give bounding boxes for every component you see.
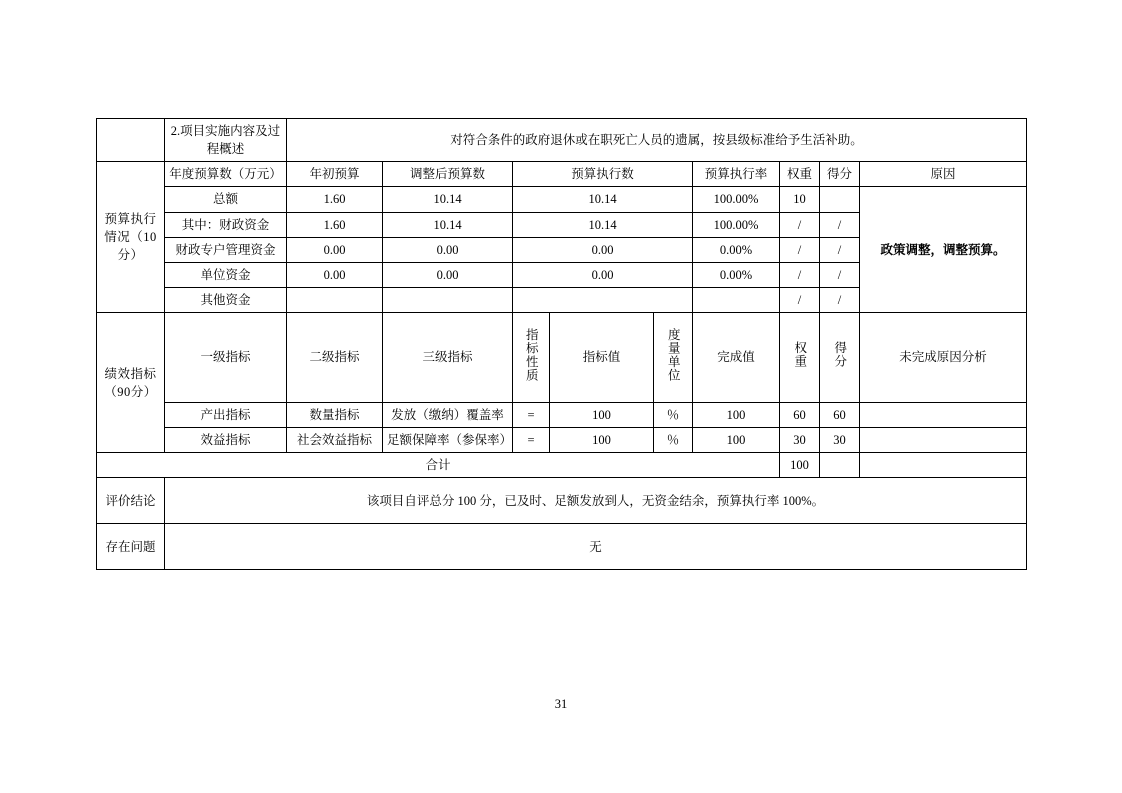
budget-item-name: 总额 bbox=[165, 187, 287, 212]
budget-item-score: / bbox=[820, 262, 860, 287]
total-label: 合计 bbox=[97, 453, 780, 478]
header-year-budget: 年度预算数（万元） bbox=[165, 162, 287, 187]
table-row-project-content bbox=[97, 119, 1027, 162]
header-budget-reason: 原因 bbox=[860, 162, 1027, 187]
indicator-level3: 发放（缴纳）覆盖率 bbox=[383, 403, 513, 428]
budget-item-name: 其他资金 bbox=[165, 287, 287, 312]
header-budget-score: 得分 bbox=[820, 162, 860, 187]
table-row bbox=[97, 403, 1027, 428]
budget-item-adjusted: 0.00 bbox=[383, 262, 513, 287]
header-indicator-nature bbox=[513, 313, 550, 403]
project-content-label: 2.项目实施内容及过程概述 bbox=[165, 119, 287, 162]
budget-item-name: 单位资金 bbox=[165, 262, 287, 287]
header-executed-budget: 预算执行数 bbox=[513, 162, 693, 187]
indicator-value: 100 bbox=[550, 428, 654, 453]
header-performance-score bbox=[820, 313, 860, 403]
evaluation-table bbox=[96, 118, 1027, 570]
table-row-budget-header bbox=[97, 162, 1027, 187]
header-performance-weight-text: 权重 bbox=[792, 341, 807, 369]
indicator-level1: 效益指标 bbox=[165, 428, 287, 453]
budget-item-adjusted: 0.00 bbox=[383, 237, 513, 262]
budget-item-weight: / bbox=[780, 287, 820, 312]
budget-item-rate: 100.00% bbox=[693, 187, 780, 212]
total-weight: 100 bbox=[780, 453, 820, 478]
indicator-nature: = bbox=[513, 403, 550, 428]
performance-section-label bbox=[97, 313, 165, 453]
budget-item-rate bbox=[693, 287, 780, 312]
indicator-analysis bbox=[860, 428, 1027, 453]
header-execution-rate: 预算执行率 bbox=[693, 162, 780, 187]
indicator-score: 30 bbox=[820, 428, 860, 453]
cell-empty-left bbox=[97, 119, 165, 162]
budget-item-name: 其中：财政资金 bbox=[165, 212, 287, 237]
budget-item-initial: 1.60 bbox=[287, 212, 383, 237]
indicator-weight: 30 bbox=[780, 428, 820, 453]
budget-section-label bbox=[97, 162, 165, 313]
header-indicator-value: 指标值 bbox=[550, 313, 654, 403]
indicator-score: 60 bbox=[820, 403, 860, 428]
table-row bbox=[97, 187, 1027, 212]
budget-reason-value: 政策调整，调整预算。 bbox=[860, 187, 1027, 313]
budget-item-executed: 0.00 bbox=[513, 237, 693, 262]
header-indicator-unit-text: 度量单位 bbox=[666, 327, 681, 382]
header-level3-indicator: 三级指标 bbox=[383, 313, 513, 403]
budget-item-rate: 0.00% bbox=[693, 237, 780, 262]
indicator-unit: ％ bbox=[654, 428, 693, 453]
indicator-level3: 足额保障率（参保率） bbox=[383, 428, 513, 453]
page-number: 31 bbox=[554, 697, 568, 711]
header-initial-budget: 年初预算 bbox=[287, 162, 383, 187]
budget-item-adjusted: 10.14 bbox=[383, 187, 513, 212]
budget-section-label-text: 预算执行情况（10分） bbox=[104, 211, 157, 263]
header-uncompleted-analysis: 未完成原因分析 bbox=[860, 313, 1027, 403]
performance-section-label-text: 绩效指标（90分） bbox=[104, 366, 157, 399]
total-score bbox=[820, 453, 860, 478]
budget-item-weight: / bbox=[780, 212, 820, 237]
header-adjusted-budget: 调整后预算数 bbox=[383, 162, 513, 187]
budget-item-initial: 1.60 bbox=[287, 187, 383, 212]
conclusion-content: 该项目自评总分 100 分，已及时、足额发放到人，无资金结余，预算执行率 100%。 bbox=[165, 478, 1027, 524]
header-indicator-nature-text: 指标性质 bbox=[524, 327, 539, 382]
budget-item-name: 财政专户管理资金 bbox=[165, 237, 287, 262]
budget-item-executed bbox=[513, 287, 693, 312]
budget-item-weight: / bbox=[780, 262, 820, 287]
budget-item-weight: / bbox=[780, 237, 820, 262]
header-level2-indicator: 二级指标 bbox=[287, 313, 383, 403]
table-row-conclusion bbox=[97, 478, 1027, 524]
total-analysis bbox=[860, 453, 1027, 478]
indicator-unit: ％ bbox=[654, 403, 693, 428]
budget-item-rate: 0.00% bbox=[693, 262, 780, 287]
evaluation-table-wrapper bbox=[96, 118, 1026, 570]
budget-item-score: / bbox=[820, 287, 860, 312]
indicator-weight: 60 bbox=[780, 403, 820, 428]
indicator-level2: 数量指标 bbox=[287, 403, 383, 428]
budget-item-rate: 100.00% bbox=[693, 212, 780, 237]
header-completed-value: 完成值 bbox=[693, 313, 780, 403]
budget-item-executed: 0.00 bbox=[513, 262, 693, 287]
problems-content: 无 bbox=[165, 524, 1027, 570]
budget-item-initial: 0.00 bbox=[287, 262, 383, 287]
table-row-problems bbox=[97, 524, 1027, 570]
table-row-total bbox=[97, 453, 1027, 478]
header-performance-weight bbox=[780, 313, 820, 403]
indicator-level2: 社会效益指标 bbox=[287, 428, 383, 453]
header-performance-score-text: 得分 bbox=[832, 341, 847, 369]
table-row bbox=[97, 428, 1027, 453]
indicator-level1: 产出指标 bbox=[165, 403, 287, 428]
indicator-completed: 100 bbox=[693, 403, 780, 428]
budget-item-adjusted bbox=[383, 287, 513, 312]
budget-item-initial: 0.00 bbox=[287, 237, 383, 262]
problems-label: 存在问题 bbox=[97, 524, 165, 570]
header-level1-indicator: 一级指标 bbox=[165, 313, 287, 403]
budget-item-executed: 10.14 bbox=[513, 187, 693, 212]
project-content-value: 对符合条件的政府退休或在职死亡人员的遗属，按县级标准给予生活补助。 bbox=[287, 119, 1027, 162]
indicator-analysis bbox=[860, 403, 1027, 428]
budget-item-weight: 10 bbox=[780, 187, 820, 212]
budget-item-initial bbox=[287, 287, 383, 312]
header-indicator-unit bbox=[654, 313, 693, 403]
header-budget-weight: 权重 bbox=[780, 162, 820, 187]
table-row-performance-header bbox=[97, 313, 1027, 403]
indicator-nature: = bbox=[513, 428, 550, 453]
budget-item-score bbox=[820, 187, 860, 212]
budget-item-adjusted: 10.14 bbox=[383, 212, 513, 237]
budget-item-executed: 10.14 bbox=[513, 212, 693, 237]
budget-item-score: / bbox=[820, 212, 860, 237]
conclusion-label: 评价结论 bbox=[97, 478, 165, 524]
budget-item-score: / bbox=[820, 237, 860, 262]
indicator-value: 100 bbox=[550, 403, 654, 428]
indicator-completed: 100 bbox=[693, 428, 780, 453]
